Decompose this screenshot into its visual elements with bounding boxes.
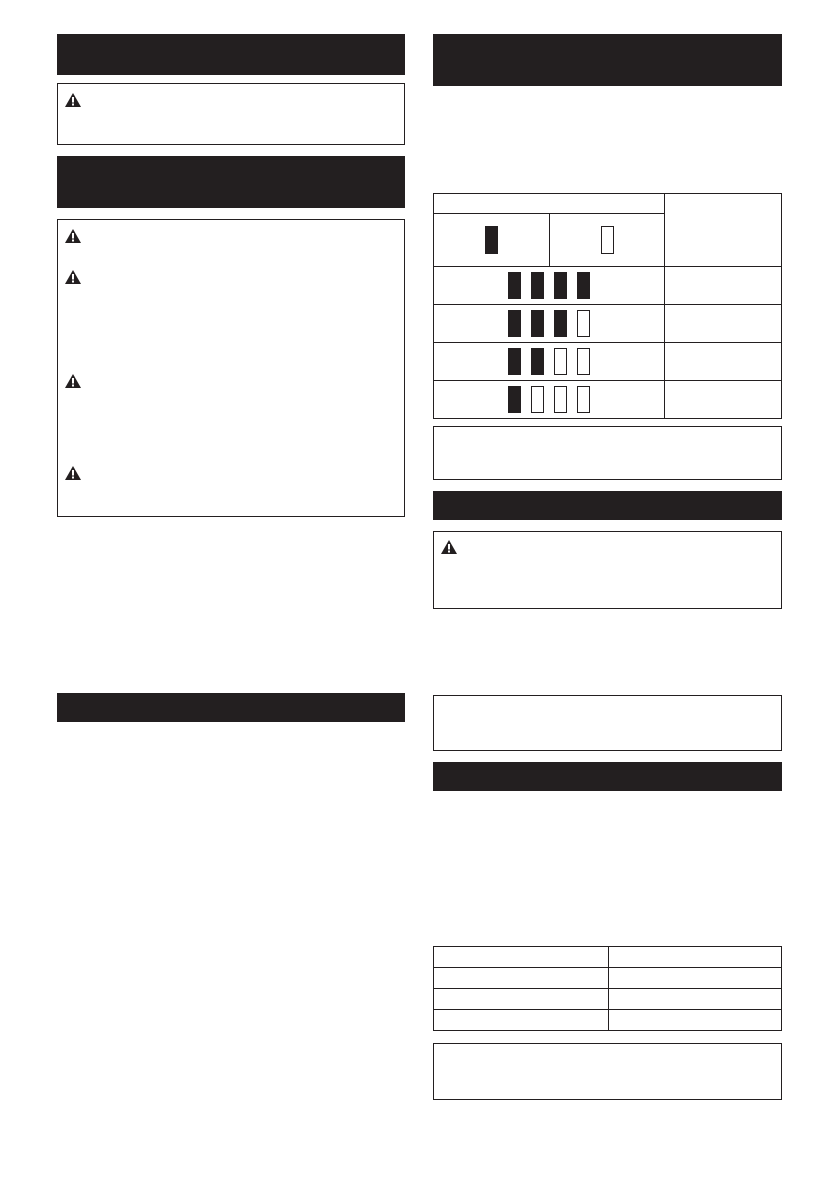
warning-triangle-icon (64, 373, 82, 389)
lamp-row-cell (434, 381, 665, 419)
indicator-off-icon (577, 348, 590, 375)
indicator-lit-icon (508, 386, 521, 413)
table-header-row (434, 194, 782, 214)
legend-lit-cell (434, 214, 550, 267)
lamp-row-cell (434, 267, 665, 305)
table-row (434, 343, 782, 381)
indicator-lit-icon (531, 348, 544, 375)
lamp-row-cell (434, 305, 665, 343)
indicator-off-icon (577, 386, 590, 413)
table-cell (434, 947, 609, 968)
table-cell (609, 1010, 782, 1031)
table-cell (609, 989, 782, 1010)
warning-triangle-icon (440, 539, 458, 555)
table-cell (609, 968, 782, 989)
indicator-off-icon (577, 310, 590, 337)
section-header-bar (57, 693, 405, 722)
note-box (433, 695, 782, 751)
note-box (433, 426, 782, 480)
indicator-header-cell (434, 194, 665, 214)
table-row (434, 1010, 782, 1031)
note-box (433, 1043, 782, 1100)
indicator-lit-icon (508, 272, 521, 299)
indicator-lit-icon (531, 310, 544, 337)
indicator-off-icon (531, 386, 544, 413)
legend-off-cell (550, 214, 665, 267)
indicator-lit-icon (508, 310, 521, 337)
indicator-lit-icon (577, 272, 590, 299)
table-row (434, 305, 782, 343)
indicator-lit-icon (485, 226, 498, 254)
table-cell (434, 968, 609, 989)
table-row (434, 947, 782, 968)
battery-indicator-table (433, 193, 782, 419)
warning-triangle-icon (64, 92, 82, 108)
section-header-bar (433, 762, 782, 791)
table-cell (434, 989, 609, 1010)
indicator-lit-icon (554, 310, 567, 337)
indicator-off-icon (601, 226, 614, 254)
table-row (434, 267, 782, 305)
indicator-lit-icon (508, 348, 521, 375)
table-row (434, 989, 782, 1010)
warning-box (433, 531, 782, 609)
capacity-cell (665, 267, 782, 305)
lamp-row-cell (434, 343, 665, 381)
table-cell (434, 1010, 609, 1031)
section-header-bar (433, 34, 782, 86)
indicator-off-icon (554, 348, 567, 375)
section-header-bar (57, 34, 405, 75)
capacity-cell (665, 343, 782, 381)
warning-box (57, 83, 405, 145)
warning-box (57, 219, 405, 517)
warning-triangle-icon (64, 465, 82, 481)
section-header-bar (433, 491, 782, 520)
capacity-cell (665, 381, 782, 419)
warning-triangle-icon (64, 269, 82, 285)
capacity-cell (665, 305, 782, 343)
indicator-lit-icon (554, 272, 567, 299)
table-row (434, 381, 782, 419)
warning-triangle-icon (64, 228, 82, 244)
indicator-lit-icon (531, 272, 544, 299)
indicator-off-icon (554, 386, 567, 413)
modes-table (433, 946, 782, 1031)
table-row (434, 968, 782, 989)
table-cell (609, 947, 782, 968)
capacity-header-cell (665, 194, 782, 267)
section-header-bar (57, 156, 405, 208)
